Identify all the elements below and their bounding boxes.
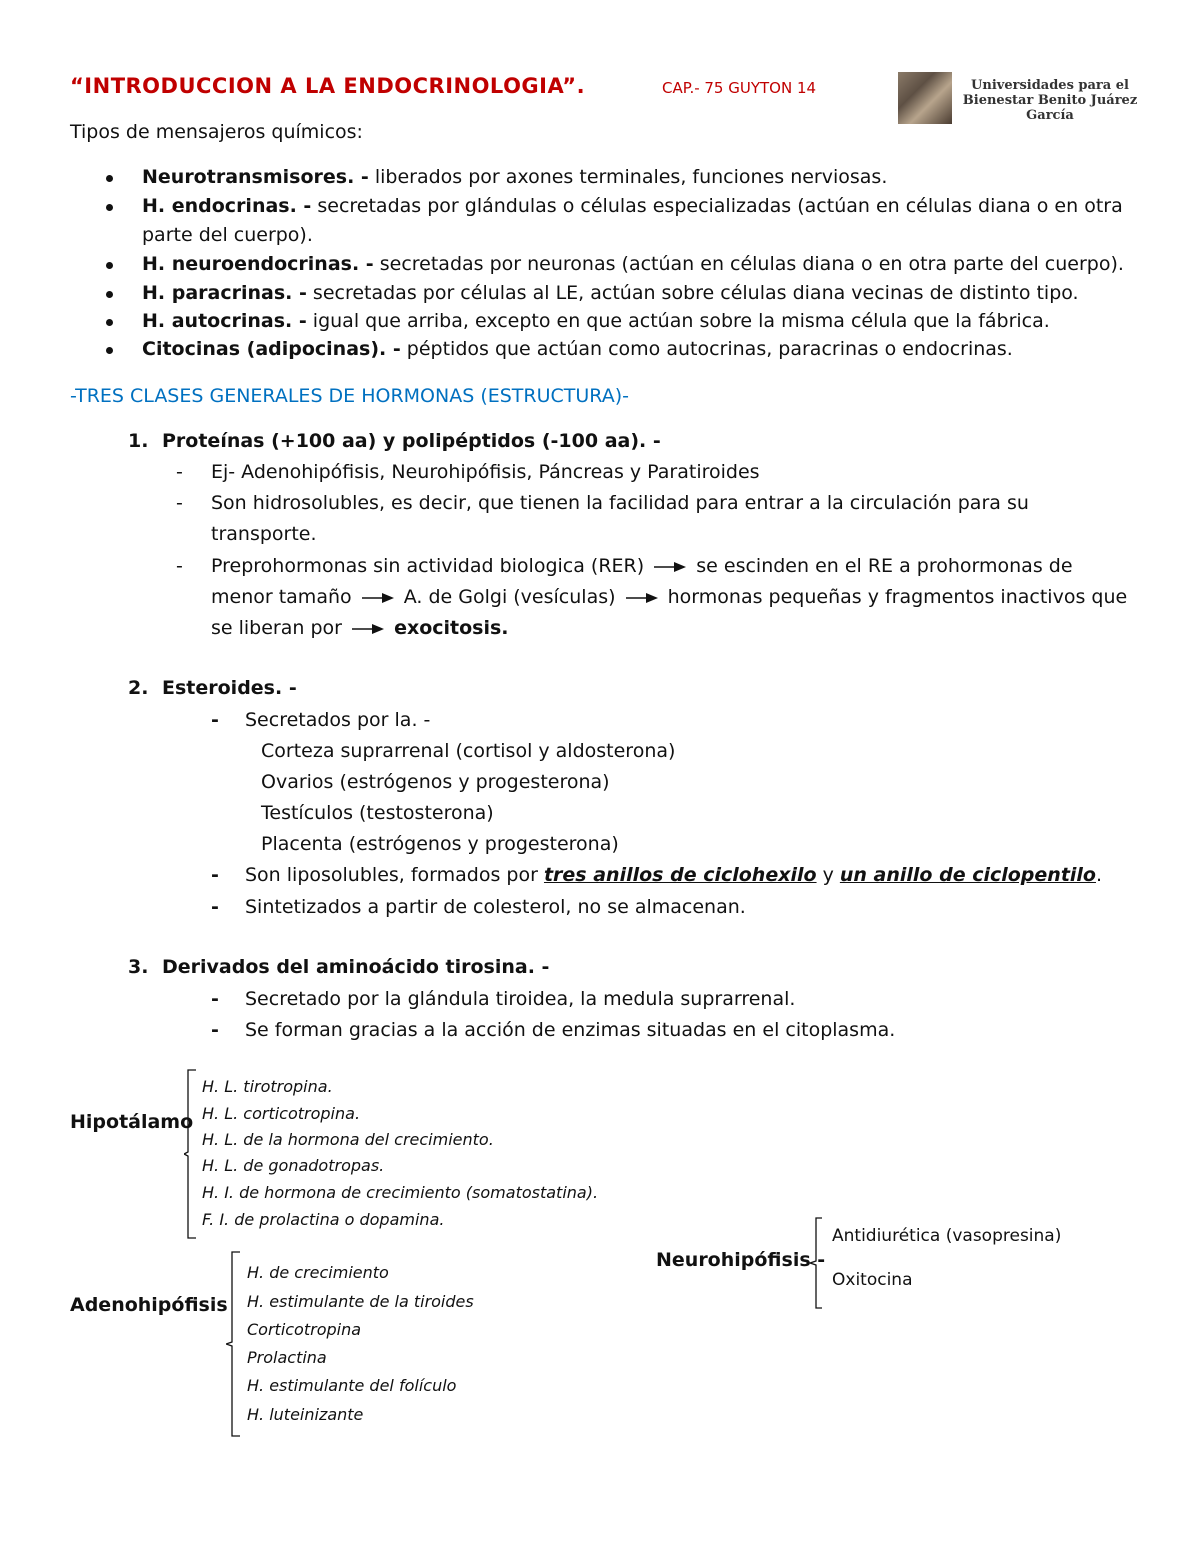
section-heading: -TRES CLASES GENERALES DE HORMONAS (ESTRUCTURA)- [70, 385, 629, 407]
list-item: Ej- Adenohipófisis, Neurohipófisis, Páncreas y Paratiroides [211, 461, 760, 483]
gland-item: Placenta (estrógenos y progesterona) [261, 833, 619, 855]
bracket-icon [226, 1250, 242, 1438]
list-item: Son liposolubles, formados por tres anillos de ciclohexilo y un anillo de ciclopentilo. [245, 864, 1103, 886]
class-3-number: 3. [128, 956, 149, 978]
dash-icon: - [211, 988, 219, 1010]
class-2-number: 2. [128, 677, 149, 699]
list-item: H. paracrinas. - secretadas por células al LE, actúan sobre células diana vecinas de distinto tipo. [142, 282, 1079, 304]
bullet-icon [106, 319, 113, 326]
bullet-icon [106, 204, 113, 211]
list-item-continuation: se liberan por exocitosis. [211, 617, 509, 639]
list-item: H. L. tirotropina. [202, 1077, 333, 1096]
adenohipofisis-label: Adenohipófisis [70, 1294, 228, 1316]
list-item: H. neuroendocrinas. - secretadas por neuronas (actúan en células diana o en otra parte del cuerpo). [142, 253, 1124, 275]
dash-icon: - [176, 555, 183, 577]
arrow-right-icon [654, 561, 686, 573]
list-item: Son hidrosolubles, es decir, que tienen la facilidad para entrar a la circulación para su [211, 492, 1029, 514]
hipotalamo-label: Hipotálamo [70, 1111, 194, 1133]
dash-icon: - [211, 896, 219, 918]
dash-icon: - [176, 461, 183, 483]
list-item: Se forman gracias a la acción de enzimas situadas en el citoplasma. [245, 1019, 896, 1041]
dash-icon: - [176, 492, 183, 514]
gland-item: Corteza suprarrenal (cortisol y aldosterona) [261, 740, 676, 762]
class-1-title: Proteínas (+100 aa) y polipéptidos (-100 aa). - [162, 430, 661, 452]
bracket-icon [808, 1216, 824, 1310]
document-title: “INTRODUCCION A LA ENDOCRINOLOGIA”. [70, 74, 586, 98]
list-item-continuation: parte del cuerpo). [142, 224, 313, 246]
list-item: H. luteinizante [247, 1405, 364, 1424]
gland-item: Ovarios (estrógenos y progesterona) [261, 771, 610, 793]
bracket-icon [184, 1068, 198, 1240]
list-item-continuation: menor tamaño A. de Golgi (vesículas) hormonas pequeñas y fragmentos inactivos que [211, 586, 1128, 608]
list-item: Secretados por la. - [245, 709, 431, 731]
list-item: H. L. de gonadotropas. [202, 1156, 385, 1175]
university-logo-image [898, 72, 952, 124]
dash-icon: - [211, 1019, 219, 1041]
bullet-icon [106, 347, 113, 354]
arrow-right-icon [362, 592, 394, 604]
bullet-icon [106, 262, 113, 269]
list-item: H. de crecimiento [247, 1263, 389, 1282]
class-1-number: 1. [128, 430, 149, 452]
list-item: Corticotropina [247, 1320, 362, 1339]
arrow-right-icon [352, 623, 384, 635]
list-item: H. L. de la hormona del crecimiento. [202, 1130, 494, 1149]
list-item: H. endocrinas. - secretadas por glándulas o células especializadas (actúan en células diana o en otra [142, 195, 1123, 217]
list-item: Oxitocina [832, 1270, 913, 1290]
bullet-icon [106, 291, 113, 298]
dash-icon: - [211, 864, 219, 886]
neurohipofisis-label: Neurohipófisis - [656, 1249, 826, 1271]
list-item: Preprohormonas sin actividad biologica (RER) se escinden en el RE a prohormonas de [211, 555, 1073, 577]
gland-item: Testículos (testosterona) [261, 802, 494, 824]
list-item: H. estimulante de la tiroides [247, 1292, 474, 1311]
class-2-title: Esteroides. - [162, 677, 297, 699]
dash-icon: - [211, 709, 219, 731]
class-3-title: Derivados del aminoácido tirosina. - [162, 956, 550, 978]
list-item: Sintetizados a partir de colesterol, no se almacenan. [245, 896, 746, 918]
list-item: H. I. de hormona de crecimiento (somatostatina). [202, 1183, 599, 1202]
arrow-right-icon [626, 592, 658, 604]
list-item: H. autocrinas. - igual que arriba, excepto en que actúan sobre la misma célula que la fábrica. [142, 310, 1050, 332]
list-item: Antidiurética (vasopresina) [832, 1226, 1062, 1246]
chapter-reference: CAP.- 75 GUYTON 14 [662, 79, 817, 97]
list-item: Prolactina [247, 1348, 327, 1367]
list-item: Neurotransmisores. - liberados por axones terminales, funciones nerviosas. [142, 166, 888, 188]
list-item: Citocinas (adipocinas). - péptidos que actúan como autocrinas, paracrinas o endocrinas. [142, 338, 1013, 360]
list-item: H. L. corticotropina. [202, 1104, 361, 1123]
list-item: F. I. de prolactina o dopamina. [202, 1210, 445, 1229]
list-item: Secretado por la glándula tiroidea, la medula suprarrenal. [245, 988, 796, 1010]
list-item-continuation: transporte. [211, 523, 317, 545]
university-name: Universidades para el Bienestar Benito Juárez García [962, 78, 1138, 123]
intro-text: Tipos de mensajeros químicos: [70, 121, 363, 143]
bullet-icon [106, 175, 113, 182]
list-item: H. estimulante del folículo [247, 1376, 457, 1395]
